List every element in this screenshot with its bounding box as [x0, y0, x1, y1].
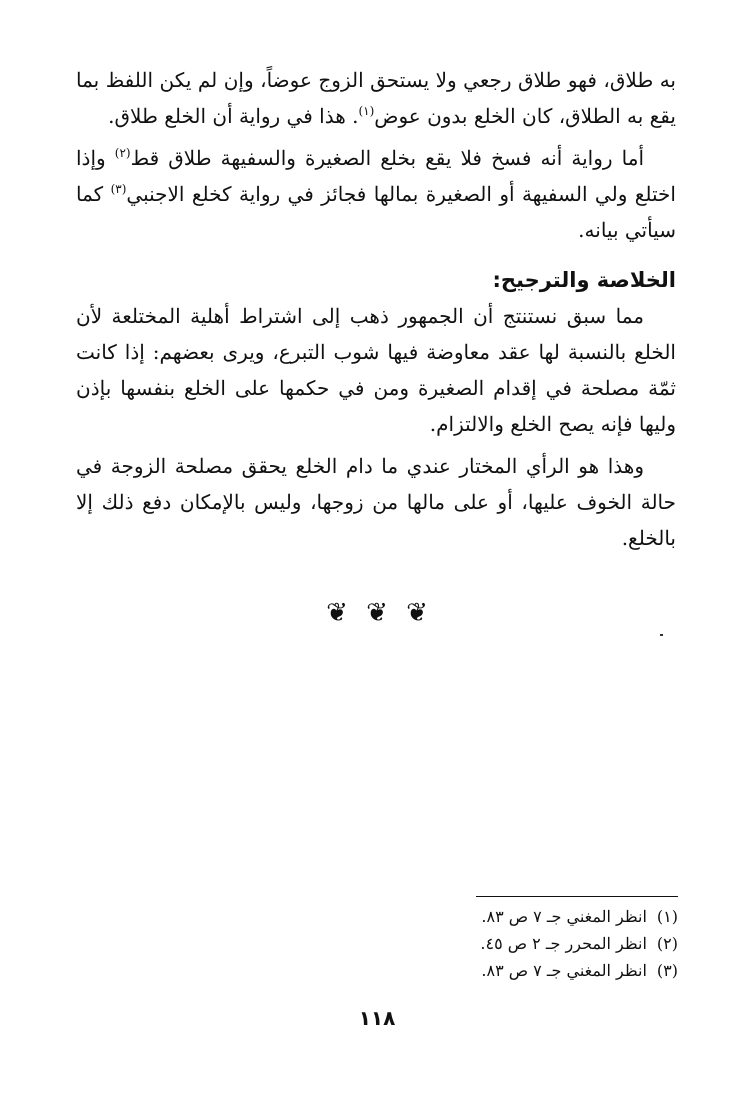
- footnotes: [300, 903, 678, 984]
- paragraph-2: [76, 140, 676, 248]
- paragraph-2-text-c: كما سيأتي بيانه.: [76, 182, 676, 242]
- footnote-text: انظر المغني جـ ٧ ص ٨٣.: [481, 961, 647, 980]
- floral-ornament-icon: ❦: [406, 598, 428, 628]
- footnote-number: (٣): [656, 961, 678, 980]
- main-text: [76, 62, 676, 556]
- footnote-ref-2: (٢): [114, 146, 131, 160]
- paragraph-2-text-a: أما رواية أنه فسخ فلا يقع بخلع الصغيرة والسفيهة طلاق قط: [130, 146, 644, 170]
- footnote-text: انظر المغني جـ ٧ ص ٨٣.: [481, 907, 647, 926]
- footnote-divider: [476, 896, 678, 897]
- footnote-number: (١): [656, 907, 678, 926]
- print-speck: [660, 634, 663, 636]
- floral-ornament-icon: ❦: [366, 598, 388, 628]
- footnote-number: (٢): [656, 934, 678, 953]
- footnote-item: [300, 957, 678, 984]
- page-number: ١١٨: [358, 1006, 396, 1030]
- paragraph-1-text-b: . هذا في رواية أن الخلع طلاق.: [108, 104, 359, 128]
- paragraph-2-text-b: وإذا اختلع ولي السفيهة أو الصغيرة بمالها فجائز في رواية كخلع الاجنبي: [76, 146, 676, 206]
- footnote-item: [300, 930, 678, 957]
- paragraph-3: مما سبق نستنتج أن الجمهور ذهب إلى اشتراط أهلية المختلعة لأن الخلع بالنسبة لها عقد معاوضة فيها شوب التبرع، ويرى بعضهم: إذا كانت ثمّة مصلحة في إقدام الصغيرة ومن في حكمها على الخلع بنفسها بإذن وليها فإنه يصح الخلع والالتزام.: [76, 304, 676, 436]
- footnote-text: انظر المحرر جـ ٢ ص ٤٥.: [480, 934, 647, 953]
- paragraph-4: وهذا هو الرأي المختار عندي ما دام الخلع يحقق مصلحة الزوجة في حالة الخوف عليها، أو على مالها من زوجها، وليس بالإمكان دفع ذلك إلا بالخلع.: [76, 454, 676, 550]
- footnote-item: [300, 903, 678, 930]
- footnote-ref-1: (١): [358, 104, 375, 118]
- paragraph-1-text-a: به طلاق، فهو طلاق رجعي ولا يستحق الزوج عوضاً، وإن لم يكن اللفظ بما يقع به الطلاق، كان الخلع بدون عوض: [76, 68, 676, 128]
- section-heading: الخلاصة والترجيح:: [492, 268, 676, 292]
- paragraph-1: [76, 62, 676, 134]
- floral-ornament-icon: ❦: [326, 598, 348, 628]
- section-divider: [0, 598, 754, 628]
- footnote-ref-3: (٣): [110, 182, 127, 196]
